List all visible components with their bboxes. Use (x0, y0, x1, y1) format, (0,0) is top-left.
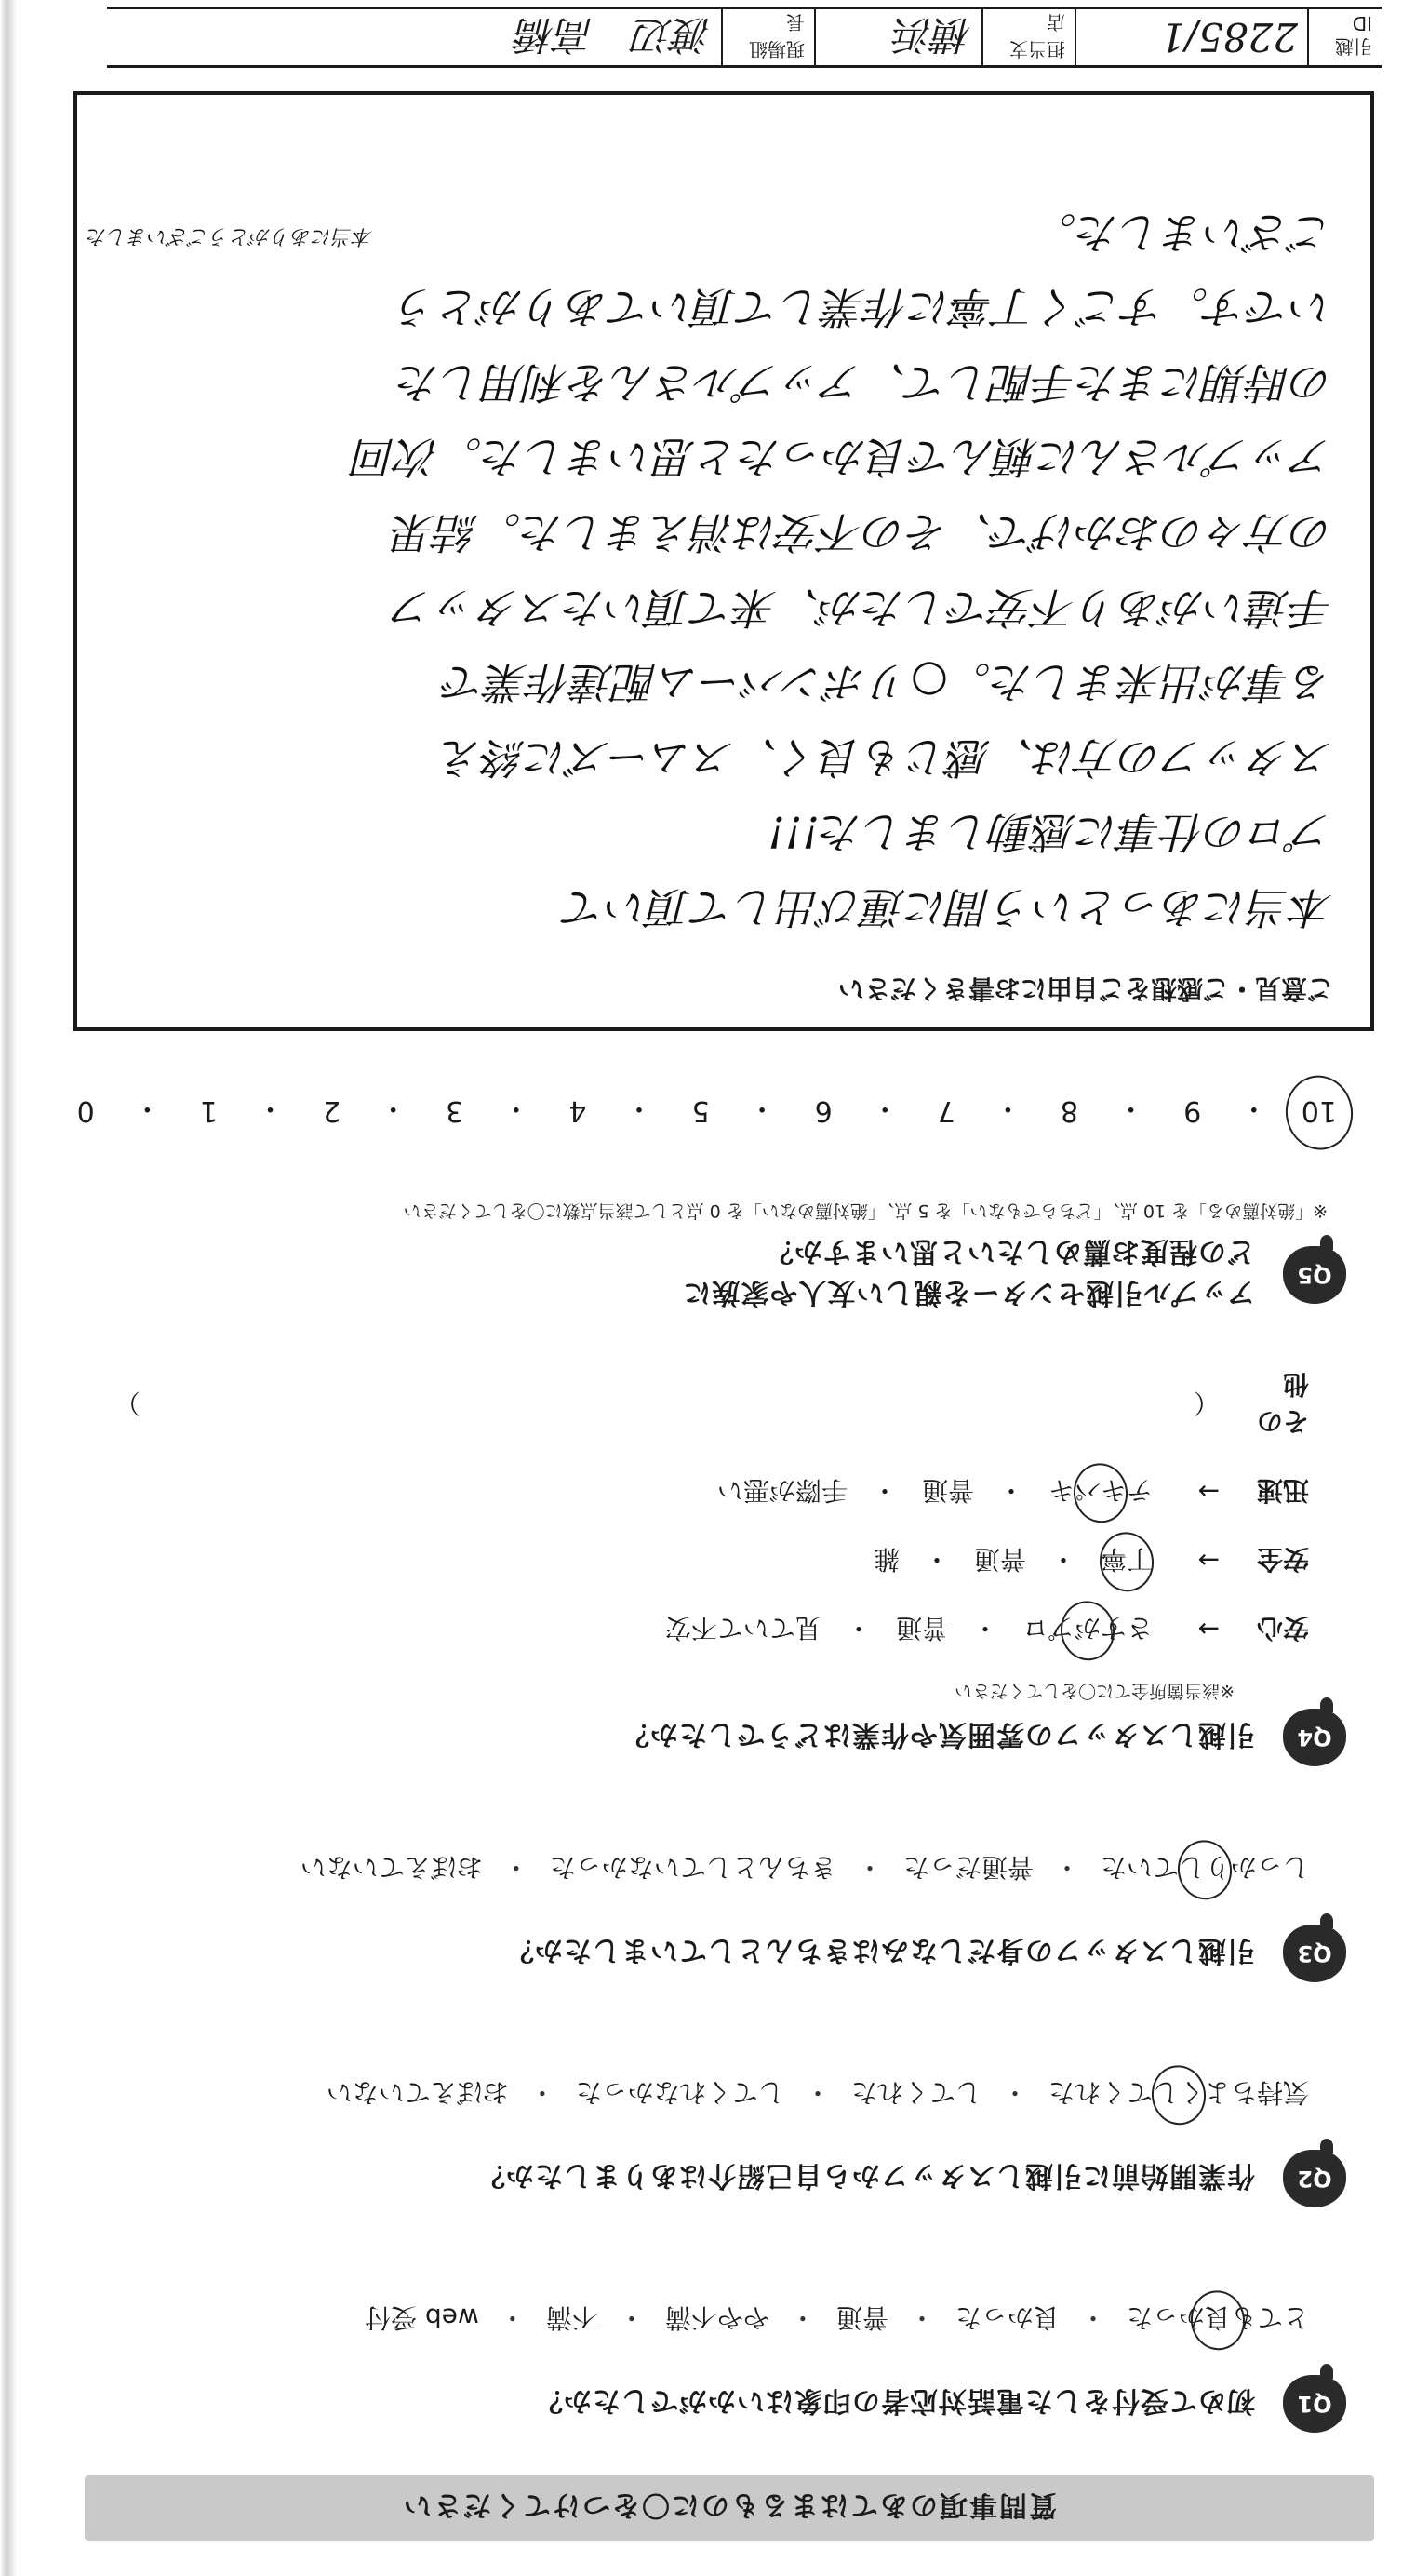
q1-option-web[interactable]: web 受付 (365, 2302, 479, 2333)
comment-label: ご意見・ご感想をご自由にお書きください (837, 973, 1333, 1004)
score-option[interactable]: 3 (446, 1094, 464, 1128)
q4-category: 迅速 (1256, 1475, 1309, 1506)
comment-line: いです。すごく丁寧に作業して頂いてありがとう (394, 282, 1333, 333)
q4-category: 安全 (1256, 1544, 1309, 1575)
q4-option[interactable]: さすがプロ (1022, 1611, 1153, 1648)
q5-score-scale: 10 ・ 9 ・ 8 ・ 7 ・ 6 ・ 5 ・ 4 ・ 3 ・ 2 ・ 1 ・ 0 (72, 1091, 1337, 1132)
q2-badge: Q2 (1283, 2150, 1346, 2207)
score-option[interactable]: 1 (199, 1094, 218, 1128)
arrow-icon: → (1197, 1614, 1220, 1645)
q1-option-good[interactable]: 良かった (955, 2302, 1060, 2333)
comment-line: の方々のおかげで、その不安は消えました。結果 (392, 507, 1333, 558)
q4-row-other (62, 1367, 1309, 1442)
footer-id-label: 引越 ID (1307, 9, 1382, 65)
comment-line: アップルさんに頼んで良かったと思いました。次回 (354, 432, 1333, 483)
q5-text-line1: アップル引越センターを親しい友人や家族に (682, 1276, 1255, 1308)
q3-option-not-neat[interactable]: きちんとしていなかった (549, 1852, 836, 1883)
comment-line: スタッフの方は、感じも良く、スムーズに終え (439, 731, 1333, 783)
q1-option-slightly-unsatisfied[interactable]: やや不満 (664, 2302, 769, 2333)
q5-badge: Q5 (1283, 1246, 1346, 1304)
q3-option-normal[interactable]: 普通だった (902, 1852, 1034, 1883)
q3-option-dont-remember[interactable]: おぼえていない (300, 1852, 483, 1883)
q1-option-very-good[interactable]: とても良かった (1127, 2301, 1309, 2338)
score-option[interactable]: 2 (323, 1094, 341, 1128)
arrow-icon: → (1197, 1545, 1220, 1576)
footer-id-value: 2285/1 (1075, 9, 1307, 65)
q1-option-normal[interactable]: 普通 (835, 2302, 888, 2333)
q4-row-speed: 迅速 → テキパキ ・ 普通 ・ 手際が悪い (62, 1473, 1309, 1510)
arrow-icon: → (1197, 1476, 1220, 1508)
q3-badge: Q3 (1283, 1925, 1346, 1982)
q1-options: とても良かった ・ 良かった ・ 普通 ・ やや不満 ・ 不満 ・ web 受付 (62, 2301, 1309, 2338)
q4-option[interactable]: 普通 (973, 1544, 1026, 1575)
q2-option-dont-remember[interactable]: おぼえていない (326, 2077, 509, 2108)
q4-text: 引越しスタッフの雰囲気や作業はどうでしたか？ (621, 1718, 1255, 1751)
footer-branch-label: 担当支店 (981, 9, 1075, 65)
q4-option[interactable]: 手際が悪い (716, 1475, 848, 1506)
q2-text: 作業開始前に引越しスタッフから自己紹介はありましたか？ (476, 2159, 1255, 2192)
q1-badge: Q1 (1283, 2375, 1346, 2433)
score-option[interactable]: 7 (937, 1094, 955, 1128)
q4-option[interactable]: 普通 (895, 1613, 948, 1644)
question-4 (62, 1367, 1346, 1766)
instruction-banner: 質問事項のあてはまるものに〇をつけてください (85, 2475, 1374, 2541)
q5-note: ※「絶対薦める」を 10 点、「どちらでもない」を 5 点、「絶対薦めない」を 0 点として該当点数に〇をしてください (403, 1201, 1328, 1221)
comment-line: 本当にあっという間に運び出して頂いて (563, 882, 1333, 932)
question-2 (62, 2075, 1346, 2207)
score-option[interactable]: 6 (814, 1094, 833, 1128)
comment-line: ございました。 (1034, 207, 1333, 258)
q4-option[interactable]: 見ていて不安 (664, 1613, 821, 1644)
comment-line: の時期にまた手配して、アップルさんを利用した (396, 356, 1333, 408)
footer-branch-value: 横浜 (814, 9, 981, 65)
q1-text: 初めて受付をした電話対応者の印象はいかがでしたか？ (534, 2384, 1255, 2417)
q4-badge: Q4 (1283, 1709, 1346, 1766)
question-3 (62, 1850, 1346, 1982)
score-option[interactable]: 10 (1301, 1094, 1337, 1128)
q4-other-label: その他 (1256, 1369, 1309, 1437)
handwritten-comment (87, 104, 1333, 944)
q4-option[interactable]: テキパキ (1048, 1473, 1153, 1510)
page-edge-shadow (0, 0, 17, 2576)
footer-leader-value: 渡辺 高橋 (515, 12, 712, 58)
q1-option-unsatisfied[interactable]: 不満 (545, 2302, 598, 2333)
score-option[interactable]: 0 (76, 1094, 95, 1128)
score-option[interactable]: 5 (691, 1094, 710, 1128)
question-5 (62, 1200, 1346, 1316)
q4-category: 安心 (1256, 1613, 1309, 1644)
q4-option[interactable]: 丁寧 (1101, 1542, 1153, 1579)
comment-line: る事が出来ました。○リボンバーム配達作業で (443, 657, 1333, 708)
q4-other-open: （ (1193, 1388, 1220, 1418)
q3-text: 引越しスタッフの身だしなみはきちんとしていましたか？ (505, 1934, 1255, 1966)
comment-box[interactable] (73, 91, 1374, 1031)
q2-option-did-not[interactable]: してくれなかった (575, 2077, 784, 2108)
q5-text-line2: どの程度お薦めしたいと思いますか？ (765, 1235, 1255, 1268)
q4-option[interactable]: 雑 (873, 1544, 900, 1575)
score-option[interactable]: 9 (1183, 1094, 1202, 1128)
q2-option-pleasant[interactable]: 気持ちよくしてくれた (1048, 2075, 1309, 2113)
q2-options: 気持ちよくしてくれた ・ してくれた ・ してくれなかった ・ おぼえていない (62, 2075, 1309, 2113)
question-1 (62, 2301, 1346, 2433)
q2-option-did[interactable]: してくれた (850, 2077, 981, 2108)
q4-option[interactable]: 普通 (921, 1475, 974, 1506)
q4-other-close: ） (113, 1388, 140, 1418)
q4-row-safety-feel: 安心 → さすがプロ ・ 普通 ・ 見ていて不安 (62, 1611, 1309, 1648)
footer-table (107, 7, 1382, 68)
footer-team-label: 現場組長 (721, 9, 814, 65)
comment-side-note: 本当にありがとうございました (87, 224, 374, 248)
score-option[interactable]: 8 (1060, 1094, 1079, 1128)
comment-line: 手違いがあり不安でしたが、来て頂いたスタッフ (392, 582, 1333, 633)
q4-note: ※該当箇所全てに〇をしてください (955, 1681, 1235, 1701)
score-option[interactable]: 4 (568, 1094, 587, 1128)
comment-line: プロの仕事に感動しました!!! (768, 807, 1333, 858)
q3-options: しっかりしていた ・ 普通だった ・ きちんとしていなかった ・ おぼえていない (62, 1850, 1309, 1887)
q3-option-neat[interactable]: しっかりしていた (1101, 1850, 1309, 1887)
q4-row-safety: 安全 → 丁寧 ・ 普通 ・ 雑 (62, 1542, 1309, 1579)
